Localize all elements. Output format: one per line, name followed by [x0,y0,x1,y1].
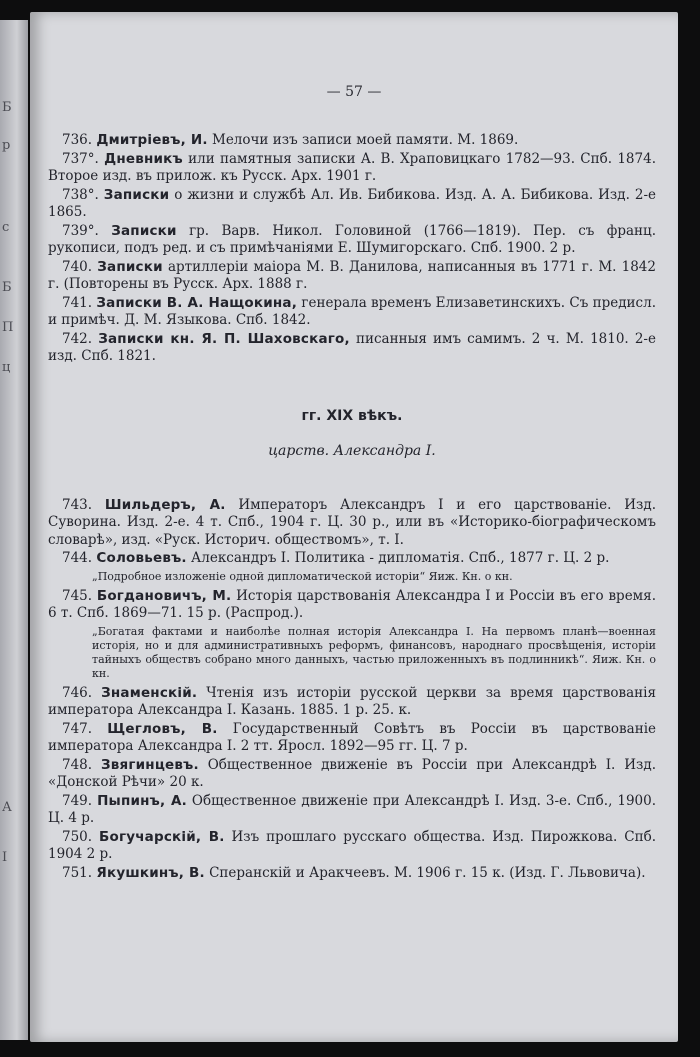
entry-author: Дмитріевъ, И. [96,132,208,148]
entry-text: артиллеріи маіора М. В. Данилова, написанныя въ 1771 г. М. 1842 г. (Повторены въ Русск. Арх. 1888 г. [48,258,656,292]
entry-number: 738°. [62,186,104,203]
entry-text: писанныя имъ самимъ. 2 ч. М. 1810. 2-е изд. Спб. 1821. [48,330,656,364]
entry-text: Государственный Совѣтъ въ Россіи въ царствованіе императора Александра I. 2 тт. Яросл. 1892—95 гг. Ц. 7 р. [48,720,656,754]
entry-text: генерала временъ Елизаветинскихъ. Съ предисл. и примѣч. Д. М. Языкова. Спб. 1842. [48,294,656,328]
entry-number: 741. [62,294,97,311]
bibliography-entry [48,187,656,222]
entries-pre-section [48,132,656,366]
entry-author: Звягинцевъ. [100,756,199,773]
bibliography-entry [48,132,656,150]
entry-text: или памятныя записки А. В. Храповицкаго 1782—93. Спб. 1874. Второе изд. въ прилож. къ Русск. Арх. 1901 г. [48,150,656,184]
bibliography-entry [48,223,656,258]
bibliography-list [48,132,656,883]
entry-author: Соловьевъ. [96,550,187,566]
bibliography-entry [48,550,656,568]
bibliography-entry [48,757,656,792]
entry-text: Чтенія изъ исторіи русской церкви за время царствованія императора Александра I. Казань. 1885. 1 р. 25. к. [48,684,656,718]
entry-text: Исторія царствованія Александра I и Россіи въ его время. 6 т. Спб. 1869—71. 15 р. (Распрод.). [48,587,656,621]
entry-number: 742. [62,330,99,347]
entry-text: о жизни и службѣ Ал. Ив. Бибикова. Изд. А. А. Бибикова. Изд. 2-е 1865. [48,186,656,220]
entry-text: гр. Варв. Никол. Головиной (1766—1819). Пер. съ франц. рукописи, подъ ред. и съ примѣчаніями Е. Шумигорскаго. Спб. 1900. 2 р. [48,222,656,256]
entry-number: 744. [62,550,97,566]
page-number: — 57 — [326,84,382,100]
facing-page-edge: Б р с Б П ц А I [0,20,28,1040]
book-page [30,12,678,1042]
entry-note: „Подробное изложеніе одной дипломатической исторіи“ Яиж. Кн. о кн. [92,569,513,583]
entry-text: Общественное движеніе въ Россіи при Александрѣ I. Изд. «Донской Рѣчи» 20 к. [48,756,656,790]
entry-author: Дневникъ [104,150,183,167]
entry-author: Богдановичъ, М. [96,587,232,604]
bibliography-entry [48,721,656,756]
entry-note: „Богатая фактами и наиболѣе полная исторія Александра I. На первомъ планѣ—военная исторія, но и для административныхъ реформъ, финансовъ, народнаго просвѣщенія, исторіи тайныхъ обществъ собрано много данныхъ, частью приложенныхъ въ подлинникѣ“. Яиж. Кн. о кн. [92,624,656,680]
subsection-title: царств. Александра I. [268,443,436,459]
entry-number: 739°. [62,222,112,239]
entry-number: 745. [62,587,97,604]
bibliography-entry [48,865,656,883]
entry-number: 746. [62,684,102,701]
bibliography-entry [48,829,656,864]
entries-section [48,497,656,883]
entry-author: Знаменскій. [101,684,198,701]
entry-author: Шильдеръ, А. [104,496,226,513]
entry-number: 747. [62,720,108,737]
entry-text: Изъ прошлаго русскаго общества. Изд. Пирожкова. Спб. 1904 2 р. [48,828,656,862]
bibliography-entry [48,588,656,623]
entry-number: 737°. [62,150,105,167]
bibliography-entry [48,151,656,186]
entry-text: Общественное движеніе при Александрѣ I. Изд. 3-е. Спб., 1900. Ц. 4 р. [48,792,656,826]
entry-number: 751. [62,864,97,881]
bibliography-entry [48,259,656,294]
entry-number: 743. [62,496,105,513]
entry-number: 749. [62,792,98,809]
entry-author: Пыпинъ, А. [97,792,187,809]
bibliography-entry [48,295,656,330]
entry-number: 736. [62,132,97,148]
bibliography-entry [48,793,656,828]
entry-text: Сперанскій и Аракчеевъ. М. 1906 г. 15 к. (Изд. Г. Львовича). [204,864,646,881]
entry-text: Императоръ Александръ I и его царствованіе. Изд. Суворина. Изд. 2-е. 4 т. Спб., 1904 г. Ц. 30 р., или въ «Историко-біографическомъ словарѣ», изд. «Руск. Историч. обществомъ», т. I. [48,496,656,548]
entry-number: 740. [62,258,98,275]
bibliography-entry [48,331,656,366]
bibliography-entry [48,497,656,550]
entry-author: Богучарскій, В. [98,828,225,845]
section-title: гг. XIX вѣкъ. [301,407,403,424]
entry-author: Якушкинъ, В. [96,864,205,881]
entry-author: Записки В. А. Нащокина, [96,294,298,311]
entry-author: Записки [103,186,170,203]
entry-author: Записки [111,222,177,239]
entry-text: Александръ I. Политика - дипломатія. Спб., 1877 г. Ц. 2 р. [186,550,610,566]
entry-number: 750. [62,828,99,845]
entry-author: Записки [97,258,163,275]
bibliography-entry [48,685,656,720]
entry-text: Мелочи изъ записи моей памяти. М. 1869. [207,132,519,148]
entry-author: Щегловъ, В. [107,720,218,737]
entry-number: 748. [62,756,101,773]
entry-author: Записки кн. Я. П. Шаховскаго, [98,330,350,347]
